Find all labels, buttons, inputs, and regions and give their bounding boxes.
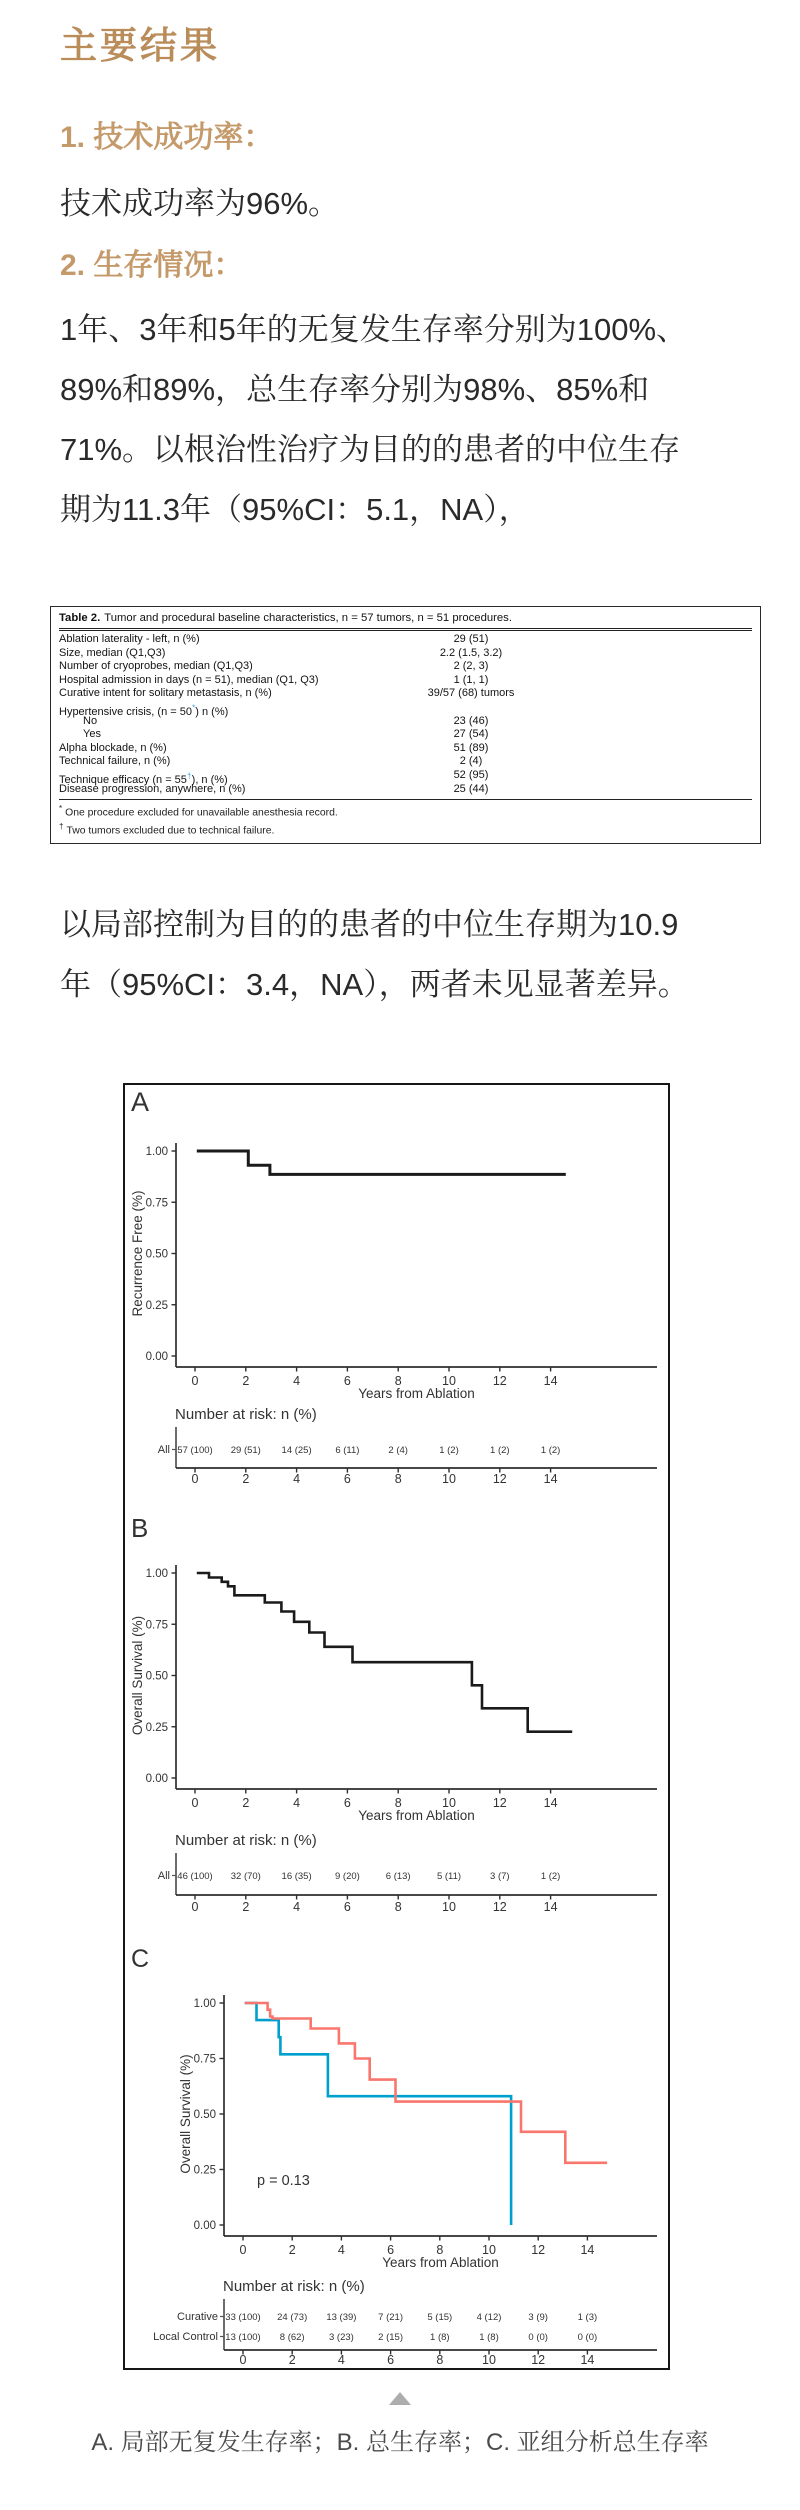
risk-axis-tick-label: 10 bbox=[442, 1900, 456, 1914]
number-at-risk-header: Number at risk: n (%) bbox=[175, 1406, 317, 1423]
x-tick-label: 6 bbox=[343, 1374, 351, 1388]
y-tick-label: 0.75 bbox=[193, 2053, 216, 2066]
table-row-label: Technical failure, n (%) bbox=[59, 755, 171, 768]
risk-value: 16 (35) bbox=[281, 1871, 312, 1882]
x-axis-title: Years from Ablation bbox=[358, 1386, 475, 1401]
risk-row-name: All bbox=[157, 1444, 170, 1456]
table-row bbox=[59, 633, 752, 647]
risk-axis-tick-label: 14 bbox=[543, 1900, 558, 1914]
risk-value: 4 (12) bbox=[476, 2312, 502, 2323]
risk-value: 7 (21) bbox=[378, 2312, 404, 2323]
risk-axis-tick-label: 6 bbox=[343, 1900, 351, 1914]
y-tick-label: 1.00 bbox=[145, 1146, 168, 1158]
y-tick-label: 0.75 bbox=[145, 1197, 168, 1210]
risk-value: 6 (11) bbox=[335, 1445, 360, 1456]
table-row bbox=[59, 742, 752, 756]
risk-value: 2 (15) bbox=[378, 2332, 404, 2343]
footnote-text: One procedure excluded for unavailable anesthesia record. bbox=[65, 807, 338, 819]
risk-axis-tick-label: 6 bbox=[343, 1472, 351, 1486]
table-row bbox=[59, 783, 752, 797]
panel-label: A bbox=[131, 1087, 150, 1117]
figure-caption: A. 局部无复发生存率；B. 总生存率；C. 亚组分析总生存率 bbox=[91, 2429, 709, 2456]
p-value-annotation: p = 0.13 bbox=[257, 2173, 310, 2189]
risk-row-name: Local Control bbox=[153, 2331, 218, 2343]
risk-axis-tick-label: 8 bbox=[394, 1900, 402, 1914]
risk-axis-tick-label: 0 bbox=[239, 2353, 247, 2367]
risk-value: 1 (3) bbox=[577, 2312, 598, 2323]
y-tick-label: 0.25 bbox=[193, 2164, 216, 2177]
km-curve-local-control bbox=[245, 2003, 511, 2225]
risk-value: 1 (2) bbox=[439, 1445, 459, 1456]
paragraph-line: 71%。以根治性治疗为目的的患者的中位生存 bbox=[60, 432, 681, 467]
survival-paragraph-2 bbox=[60, 895, 770, 1015]
panel-label: B bbox=[131, 1513, 149, 1543]
panel-label: C bbox=[131, 1945, 150, 1973]
risk-value: 1 (2) bbox=[540, 1871, 561, 1882]
table-row-value: 29 (51) bbox=[453, 633, 489, 645]
risk-value: 24 (73) bbox=[277, 2312, 308, 2323]
risk-value: 57 (100) bbox=[177, 1445, 213, 1456]
risk-axis-tick-label: 4 bbox=[337, 2353, 345, 2367]
km-panel-B bbox=[130, 1513, 657, 1914]
risk-value: 14 (25) bbox=[281, 1445, 312, 1456]
risk-axis-tick-label: 8 bbox=[394, 1472, 402, 1486]
table-row-value: 52 (95) bbox=[453, 768, 489, 781]
paragraph-line: 以局部控制为目的的患者的中位生存期为10.9 bbox=[60, 907, 679, 942]
y-tick-label: 0.25 bbox=[145, 1299, 168, 1312]
y-axis-title: Overall Survival (%) bbox=[130, 1615, 145, 1736]
risk-axis-tick-label: 14 bbox=[543, 1472, 558, 1486]
number-at-risk-header: Number at risk: n (%) bbox=[223, 2278, 365, 2295]
table-row bbox=[59, 701, 752, 718]
risk-axis-tick-label: 4 bbox=[293, 1472, 301, 1486]
footnote-marker: † bbox=[59, 821, 64, 831]
risk-axis-tick-label: 0 bbox=[191, 1472, 199, 1486]
risk-row-name: All bbox=[157, 1870, 170, 1882]
table-row bbox=[59, 647, 752, 661]
risk-row-name: Curative bbox=[177, 2311, 218, 2323]
table-row-label: Number of cryoprobes, median (Q1,Q3) bbox=[59, 660, 253, 673]
y-tick-label: 0.50 bbox=[193, 2109, 216, 2121]
table-row-label: Hypertensive crisis, (n = 50*) n (%) bbox=[59, 701, 229, 718]
risk-value: 2 (4) bbox=[388, 1445, 408, 1456]
table-row-label: Yes bbox=[83, 728, 101, 741]
risk-axis-tick-label: 2 bbox=[242, 1900, 250, 1914]
table-row bbox=[59, 768, 752, 786]
footnote-marker: * bbox=[59, 804, 63, 814]
section-2-heading: 2. 生存情况： bbox=[60, 249, 244, 282]
x-tick-label: 10 bbox=[482, 2243, 496, 2257]
number-at-risk-header: Number at risk: n (%) bbox=[175, 1832, 317, 1849]
x-tick-label: 0 bbox=[191, 1374, 199, 1388]
risk-value: 8 (62) bbox=[279, 2332, 305, 2343]
x-tick-label: 4 bbox=[293, 1796, 301, 1810]
km-curve-all bbox=[197, 1151, 566, 1174]
km-survival-figure bbox=[123, 1083, 670, 2370]
x-tick-label: 6 bbox=[387, 2243, 395, 2257]
table-row-value: 25 (44) bbox=[453, 782, 489, 795]
risk-value: 6 (13) bbox=[385, 1871, 411, 1882]
risk-value: 3 (23) bbox=[328, 2332, 354, 2343]
x-tick-label: 2 bbox=[242, 1374, 250, 1388]
page-title: 主要结果 bbox=[60, 26, 220, 67]
paragraph-line: 1年、3年和5年的无复发生存率分别为100%、 bbox=[60, 312, 688, 347]
x-tick-label: 8 bbox=[436, 2243, 444, 2257]
y-tick-label: 0.00 bbox=[193, 2220, 216, 2232]
km-curve-all bbox=[197, 1573, 572, 1732]
risk-axis-tick-label: 6 bbox=[387, 2353, 395, 2367]
footnote-text: Two tumors excluded due to technical failure. bbox=[66, 825, 275, 837]
risk-value: 1 (2) bbox=[540, 1445, 561, 1456]
risk-value: 9 (20) bbox=[334, 1871, 360, 1882]
table-row-value: 27 (54) bbox=[453, 728, 489, 741]
paragraph-line: 期为11.3年（95%CI：5.1，NA）， bbox=[60, 492, 530, 527]
x-tick-label: 4 bbox=[337, 2243, 345, 2257]
table-title bbox=[59, 611, 752, 631]
table-row-value: 2.2 (1.5, 3.2) bbox=[439, 646, 503, 659]
table-row-label: Curative intent for solitary metastasis, n (%) bbox=[59, 687, 272, 700]
y-tick-label: 0.50 bbox=[145, 1670, 168, 1683]
y-axis-title: Recurrence Free (%) bbox=[130, 1190, 145, 1317]
table-footnotes bbox=[59, 799, 752, 838]
table-row-label: Disease progression, anywhere, n (%) bbox=[59, 782, 246, 795]
x-tick-label: 14 bbox=[543, 1796, 558, 1810]
table-title-label: Table 2. bbox=[59, 612, 101, 624]
x-tick-label: 12 bbox=[492, 1796, 507, 1810]
x-tick-label: 0 bbox=[239, 2243, 247, 2257]
table-footnote bbox=[59, 820, 752, 837]
table-row bbox=[59, 660, 752, 674]
y-tick-label: 0.00 bbox=[145, 1351, 168, 1363]
risk-value: 1 (8) bbox=[430, 2332, 450, 2343]
risk-value: 0 (0) bbox=[528, 2332, 548, 2343]
risk-axis-tick-label: 4 bbox=[293, 1900, 301, 1914]
x-tick-label: 14 bbox=[543, 1374, 558, 1388]
section-1-body: 技术成功率为96%。 bbox=[60, 186, 340, 221]
risk-value: 5 (11) bbox=[436, 1871, 462, 1882]
x-tick-label: 14 bbox=[580, 2243, 595, 2257]
km-chart-svg bbox=[125, 1085, 668, 2368]
x-tick-label: 8 bbox=[394, 1796, 402, 1810]
y-tick-label: 1.00 bbox=[145, 1568, 168, 1580]
x-tick-label: 2 bbox=[242, 1796, 250, 1810]
risk-axis-tick-label: 10 bbox=[442, 1472, 456, 1486]
y-axis-title: Overall Survival (%) bbox=[178, 2054, 193, 2174]
y-tick-label: 0.00 bbox=[145, 1773, 168, 1785]
paragraph-line: 89%和89%，总生存率分别为98%、85%和 bbox=[60, 372, 650, 407]
risk-axis-tick-label: 12 bbox=[492, 1472, 507, 1486]
risk-axis-tick-label: 12 bbox=[492, 1900, 507, 1914]
y-tick-label: 0.25 bbox=[145, 1721, 168, 1734]
table-rows bbox=[59, 631, 752, 796]
risk-value: 3 (7) bbox=[490, 1871, 510, 1882]
section-1-heading: 1. 技术成功率： bbox=[60, 121, 274, 154]
table-row-value: 23 (46) bbox=[453, 714, 489, 727]
table-row-value: 2 (4) bbox=[459, 755, 483, 768]
table-row-label: No bbox=[83, 714, 98, 727]
risk-axis-tick-label: 8 bbox=[436, 2353, 444, 2367]
table-row bbox=[59, 728, 752, 742]
table-row-label: Size, median (Q1,Q3) bbox=[59, 646, 166, 659]
table-footnote bbox=[59, 802, 752, 819]
table-row-value: 51 (89) bbox=[453, 741, 489, 754]
collapse-triangle-icon[interactable] bbox=[389, 2392, 411, 2405]
risk-value: 46 (100) bbox=[177, 1871, 213, 1882]
table-row bbox=[59, 687, 752, 701]
x-tick-label: 0 bbox=[191, 1796, 199, 1810]
x-tick-label: 10 bbox=[442, 1374, 456, 1388]
risk-axis-tick-label: 2 bbox=[242, 1472, 250, 1486]
y-tick-label: 0.50 bbox=[145, 1248, 168, 1261]
table-row bbox=[59, 715, 752, 729]
risk-axis-tick-label: 10 bbox=[482, 2353, 496, 2367]
risk-value: 0 (0) bbox=[577, 2332, 598, 2343]
risk-value: 1 (8) bbox=[479, 2332, 499, 2343]
table-row-value: 1 (1, 1) bbox=[453, 673, 489, 686]
risk-axis-tick-label: 14 bbox=[580, 2353, 595, 2367]
risk-value: 33 (100) bbox=[225, 2312, 261, 2323]
x-axis-title: Years from Ablation bbox=[358, 1808, 475, 1823]
x-tick-label: 10 bbox=[442, 1796, 456, 1810]
risk-value: 3 (9) bbox=[528, 2312, 548, 2323]
x-tick-label: 6 bbox=[343, 1796, 351, 1810]
table-row-label: Hospital admission in days (n = 51), median (Q1, Q3) bbox=[59, 673, 319, 686]
y-tick-label: 1.00 bbox=[193, 1998, 216, 2010]
risk-axis-tick-label: 2 bbox=[288, 2353, 296, 2367]
x-tick-label: 12 bbox=[531, 2243, 546, 2257]
x-tick-label: 12 bbox=[492, 1374, 507, 1388]
x-tick-label: 2 bbox=[288, 2243, 296, 2257]
risk-axis-tick-label: 0 bbox=[191, 1900, 199, 1914]
x-tick-label: 4 bbox=[293, 1374, 301, 1388]
x-axis-title: Years from Ablation bbox=[382, 2255, 499, 2270]
risk-value: 5 (15) bbox=[427, 2312, 453, 2323]
km-curve-curative bbox=[245, 2003, 607, 2163]
table-row bbox=[59, 674, 752, 688]
table-row-label: Ablation laterality - left, n (%) bbox=[59, 633, 200, 645]
table-title-text: Tumor and procedural baseline characteristics, n = 57 tumors, n = 51 procedures. bbox=[104, 612, 512, 624]
risk-value: 32 (70) bbox=[230, 1871, 261, 1882]
risk-value: 13 (39) bbox=[326, 2312, 357, 2323]
risk-value: 1 (2) bbox=[490, 1445, 510, 1456]
x-tick-label: 8 bbox=[394, 1374, 402, 1388]
table-row-label: Technique efficacy (n = 55†), n (%) bbox=[59, 769, 228, 786]
y-tick-label: 0.75 bbox=[145, 1619, 168, 1632]
paragraph-line: 年（95%CI：3.4，NA），两者未见显著差异。 bbox=[60, 967, 689, 1002]
km-panel-A bbox=[130, 1087, 657, 1486]
risk-axis-tick-label: 12 bbox=[531, 2353, 546, 2367]
survival-paragraph-1 bbox=[60, 300, 770, 540]
km-panel-C bbox=[131, 1945, 657, 2367]
risk-value: 13 (100) bbox=[225, 2332, 261, 2343]
table-row-value: 2 (2, 3) bbox=[453, 660, 489, 673]
table-row-label: Alpha blockade, n (%) bbox=[59, 741, 167, 754]
table-row bbox=[59, 755, 752, 769]
risk-value: 29 (51) bbox=[230, 1445, 261, 1456]
table-row-value: 39/57 (68) tumors bbox=[427, 687, 515, 700]
baseline-characteristics-table bbox=[50, 606, 761, 844]
